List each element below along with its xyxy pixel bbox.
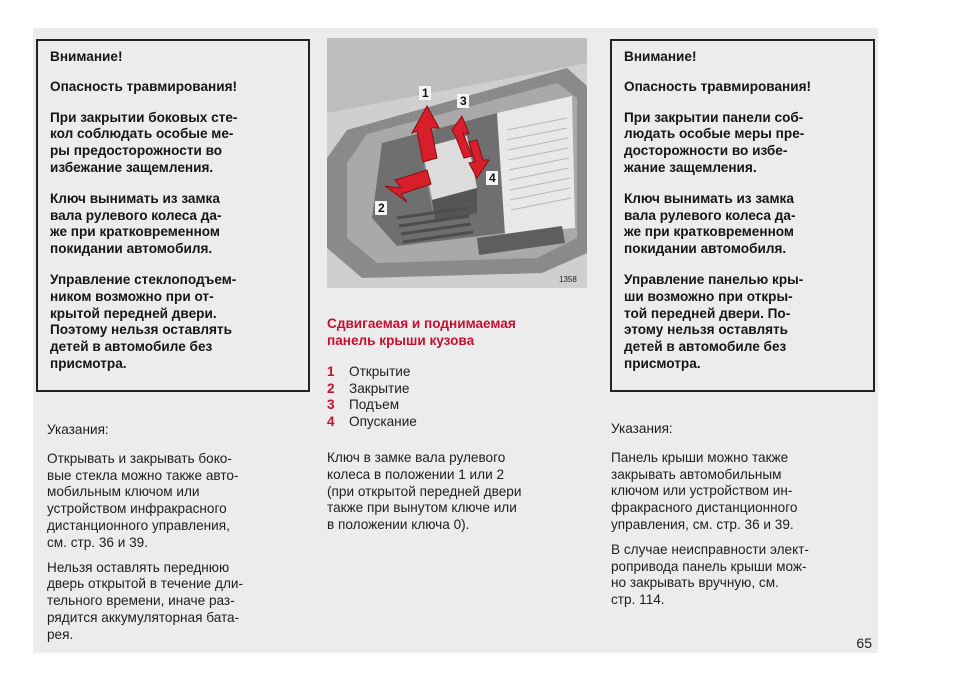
notes-paragraph-1: Открывать и закрывать боко- вые стекла можно также авто- мобильным ключом или устройством инфракрасного дистанционного управления, см. стр. 36 и 39. [47, 450, 239, 550]
legend-text: Подъем [349, 397, 400, 413]
warning-subtitle: Опасность травмирования! [624, 78, 812, 94]
figure-label-3: 3 [460, 94, 467, 108]
legend-text: Закрытие [349, 380, 410, 396]
figure-label-4: 4 [489, 171, 496, 185]
figure-label-2: 2 [378, 201, 385, 215]
warning-paragraph-2: Ключ вынимать из замка вала рулевого колеса да- же при кратковременном покидании автомобиля. [624, 190, 796, 257]
figure-code: 1358 [559, 275, 577, 284]
warning-paragraph-3: Управление стеклоподъем- ником возможно при от- крытой передней двери. Поэтому нельзя оставлять детей в автомобиле без присмотра. [50, 271, 237, 371]
warning-title: Внимание! [50, 49, 123, 64]
manual-page [33, 28, 878, 653]
legend-number: 3 [327, 397, 335, 413]
legend-text: Опускание [349, 413, 417, 429]
legend-item [327, 364, 587, 381]
sunroof-control-figure [327, 38, 587, 288]
left-warning-box [36, 39, 310, 392]
page-number: 65 [856, 635, 872, 651]
legend-number: 1 [327, 364, 335, 379]
right-notes [611, 421, 875, 617]
legend-item [327, 414, 587, 431]
warning-paragraph-3: Управление панелью кры- ши возможно при откры- той передней двери. По- этому нельзя оставлять детей в автомобиле без присмотра. [624, 271, 804, 371]
legend-item [327, 381, 587, 398]
notes-paragraph-1: Панель крыши можно также закрывать автомобильным ключом или устройством ин- фракрасного дистанционного управления, см. стр. 36 и 39. [611, 449, 798, 532]
figure-label-1: 1 [422, 86, 429, 100]
legend-number: 4 [327, 413, 335, 429]
legend-item [327, 397, 587, 414]
warning-paragraph-2: Ключ вынимать из замка вала рулевого колеса да- же при кратковременном покидании автомобиля. [50, 190, 222, 257]
warning-title: Внимание! [624, 49, 697, 64]
figure-caption: Сдвигаемая и поднимаемая панель крыши кузова [327, 316, 516, 348]
legend-number: 2 [327, 380, 335, 396]
warning-subtitle: Опасность травмирования! [50, 78, 238, 94]
notes-paragraph-2: Нельзя оставлять переднюю дверь открытой в течение дли- тельного времени, иначе раз- рядится аккумуляторная бата- рея. [47, 559, 243, 642]
legend-text: Открытие [349, 364, 411, 379]
warning-paragraph-1: При закрытии панели соб- людать особые меры пре- досторожности во избе- жание защемления. [624, 109, 805, 175]
notes-title: Указания: [611, 421, 673, 436]
warning-paragraph-1: При закрытии боковых сте- кол соблюдать особые ме- ры предосторожности во избежание защемления. [50, 109, 238, 175]
right-warning-box [610, 39, 875, 392]
figure-legend [327, 364, 587, 430]
key-position-note: Ключ в замке вала рулевого колеса в положении 1 или 2 (при открытой передней двери также при вынутом ключе или в положении ключа 0). [327, 450, 522, 533]
left-notes [47, 422, 317, 652]
notes-paragraph-2: В случае неисправности элект- ропривода панель крыши мож- но закрывать вручную, см. стр. 114. [611, 541, 809, 608]
notes-title: Указания: [47, 422, 109, 437]
